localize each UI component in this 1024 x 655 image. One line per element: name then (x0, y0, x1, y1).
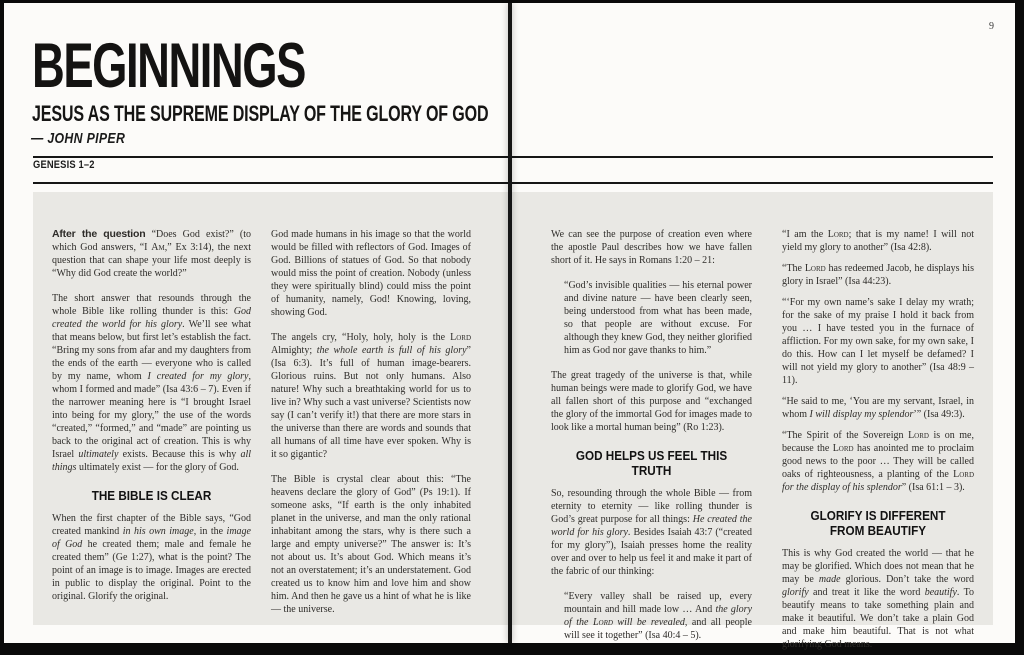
page-number: 9 (989, 21, 994, 32)
body-paragraph: “The Spirit of the Sovereign Lord is on me, because the Lord has anointed me to proclaim good news to the poor … They will be called oaks of righteousness, a planting of the Lord for the display of his splendor” (Isa 61:1 – 3). (782, 430, 974, 493)
body-paragraph: This is why God created the world — that he may be glorified. Which does not mean that he may be made glorious. Don’t take the word glorify and treat it like the word beautify. To beautify means to take something plain and make it beautiful. We don’t take a plain God and make him beautiful. That is not what glorifying God means. (782, 548, 974, 650)
body-paragraph: The Bible is crystal clear about this: “The heavens declare the glory of God” (Ps 19:1). If someone asks, “If earth is the only inhabited planet in the universe, and man the only rational inhabitant among the stars, why is there such a large and empty universe?” The answer is: It’s not about us. It’s about God. Which means it’s not an overstatement; it’s an understatement. God created us to know him and love him and show him. And then he gave us a hint of what he is like — the universe. (271, 474, 471, 615)
section-heading: GLORIFY IS DIFFERENT FROM BEAUTIFY (810, 508, 946, 538)
header-divider-bottom (33, 182, 993, 184)
passage-reference: GENESIS 1–2 (33, 159, 95, 171)
body-paragraph: The great tragedy of the universe is that, while human beings were made to glorify God, we have all fallen short of this purpose and “exchanged the glory of the immortal God for images made to look like a mortal human being” (Ro 1:23). (551, 370, 752, 433)
section-heading: THE BIBLE IS CLEAR (91, 488, 212, 503)
section-heading: GOD HELPS US FEEL THIS TRUTH (575, 448, 728, 478)
body-paragraph: We can see the purpose of creation even where the apostle Paul describes how we have fallen short of it. He says in Romans 1:20 – 21: (551, 229, 752, 266)
body-paragraph: The angels cry, “Holy, holy, holy is the Lord Almighty; the whole earth is full of his glory” (Isa 6:3). It’s full of human image-bearers. Glorious ruins. But not only humans. Also nature! Why such a breathtaking world for us to live in? Why such a vast universe? Scientists now say (I can’t verify it!) that there are more stars in the universe than there are words and sounds that all humans of all time have ever spoken. Why is it so gigantic? (271, 332, 471, 460)
text-column-3 (551, 228, 752, 654)
text-column-1 (52, 228, 251, 615)
body-paragraph: “I am the Lord; that is my name! I will not yield my glory to another” (Isa 42:8). (782, 229, 975, 253)
scripture-blockquote: “God’s invisible qualities — his eternal power and divine nature — have been clearly seen, being understood from what has been made, so that people are without excuse. For although they knew God, they neither glorified him as God nor gave thanks to him.” (564, 280, 753, 356)
chapter-title: BEGINNINGS (32, 31, 305, 101)
body-paragraph: So, resounding through the whole Bible — from eternity to eternity — like rolling thunder is God’s great purpose for all things: He created the world for his glory. Besides Isaiah 43:7 (“created for my glory”), Isaiah presses home the reality over and over to help us feel it and make it part of the fabric of our thinking: (551, 488, 752, 577)
body-paragraph: “He said to me, ‘You are my servant, Israel, in whom I will display my splendor’” (Isa 49:3). (782, 396, 974, 420)
page-gutter-seam (508, 3, 512, 643)
author-byline: — JOHN PIPER (31, 130, 126, 147)
text-column-4 (782, 228, 974, 655)
body-paragraph: “The Lord has redeemed Jacob, he displays his glory in Israel” (Isa 44:23). (782, 263, 974, 287)
body-paragraph: “‘For my own name’s sake I delay my wrath; for the sake of my praise I hold it back from you … I have tested you in the furnace of affliction. For my own sake, for my own sake, I do this. How can I let myself be defamed? I will not yield my glory to another” (Isa 48:9 – 11). (782, 297, 974, 386)
body-paragraph: The short answer that resounds through the whole Bible like rolling thunder is this: God created the world for his glory. We’ll see what that means below, but first let’s establish the fact. “Bring my sons from afar and my daughters from the ends of the earth — everyone who is called by my name, whom I created for my glory, whom I formed and made” (Isa 43:6 – 7). Even if the narrower meaning here is “I brought Israel into being for my glory,” the use of the words “created,” “formed,” and “made” are pointing us back to the original act of creation. This is why Israel ultimately exists. Because this is why all things ultimately exist — for the glory of God. (52, 293, 251, 473)
header-divider-top (33, 156, 993, 158)
scripture-blockquote: “Every valley shall be raised up, every mountain and hill made low … And the glory of the Lord will be revealed, and all people will see it together” (Isa 40:4 – 5). (564, 591, 753, 641)
body-paragraph: When the first chapter of the Bible says, “God created mankind in his own image, in the image of God he created them; male and female he created them” (Ge 1:27), what is the point? The point of an image is to image. Images are erected in public to display the original. Point to the original. Glorify the original. (52, 513, 252, 602)
text-column-2 (271, 228, 471, 628)
body-paragraph: After the question “Does God exist?” (to which God answers, “I Am,” Ex 3:14), the next question that can shape your life most deeply is “Why did God create the world?” (52, 228, 251, 279)
chapter-subtitle: JESUS AS THE SUPREME DISPLAY OF THE GLORY OF GOD (32, 101, 489, 126)
body-paragraph: God made humans in his image so that the world would be filled with reflectors of God. Images of God. Billions of statues of God. So that nobody would miss the point of creation. Nobody (unless they were spiritually blind) could miss the point of humanity, namely, God! Knowing, loving, showing God. (271, 229, 471, 318)
